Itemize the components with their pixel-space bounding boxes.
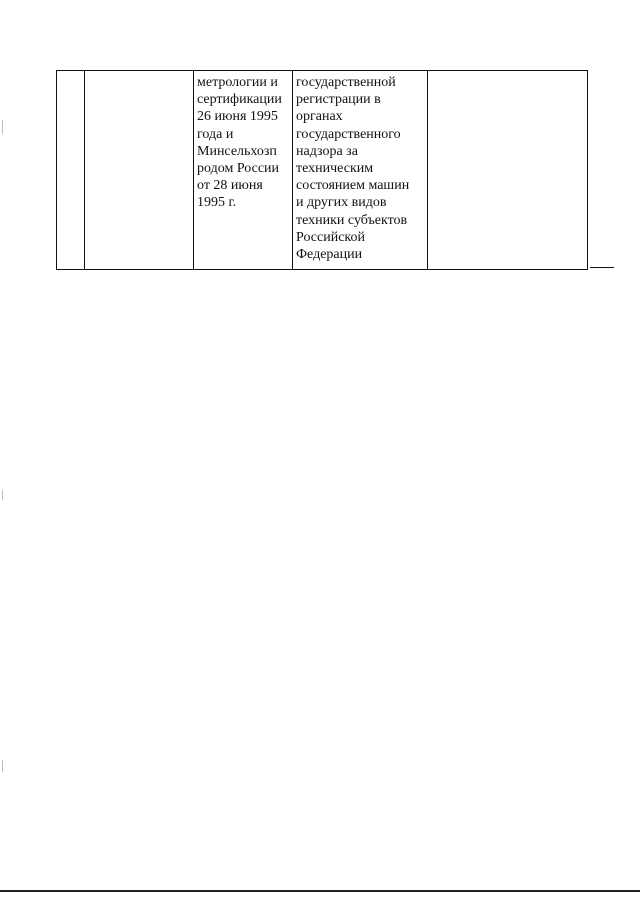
scan-artifact xyxy=(2,490,3,500)
continuation-table xyxy=(56,70,588,270)
scan-artifact xyxy=(2,120,3,134)
table-cell-number xyxy=(57,71,85,270)
scan-artifact xyxy=(2,760,3,772)
table-cell-name xyxy=(85,71,194,270)
table-cell-purpose: государственной регистрации в органах государственного надзора за техническим состоянием машин и других видов техники субъектов Российской Федерации xyxy=(293,71,428,270)
table-cell-note xyxy=(428,71,588,270)
table-cell-approval: метрологии и сертификации 26 июня 1995 года и Минсельхозп родом России от 28 июня 1995 г. xyxy=(194,71,293,270)
table-rule-extension xyxy=(590,267,614,268)
table-row xyxy=(57,71,588,270)
page-bottom-rule xyxy=(0,890,640,892)
